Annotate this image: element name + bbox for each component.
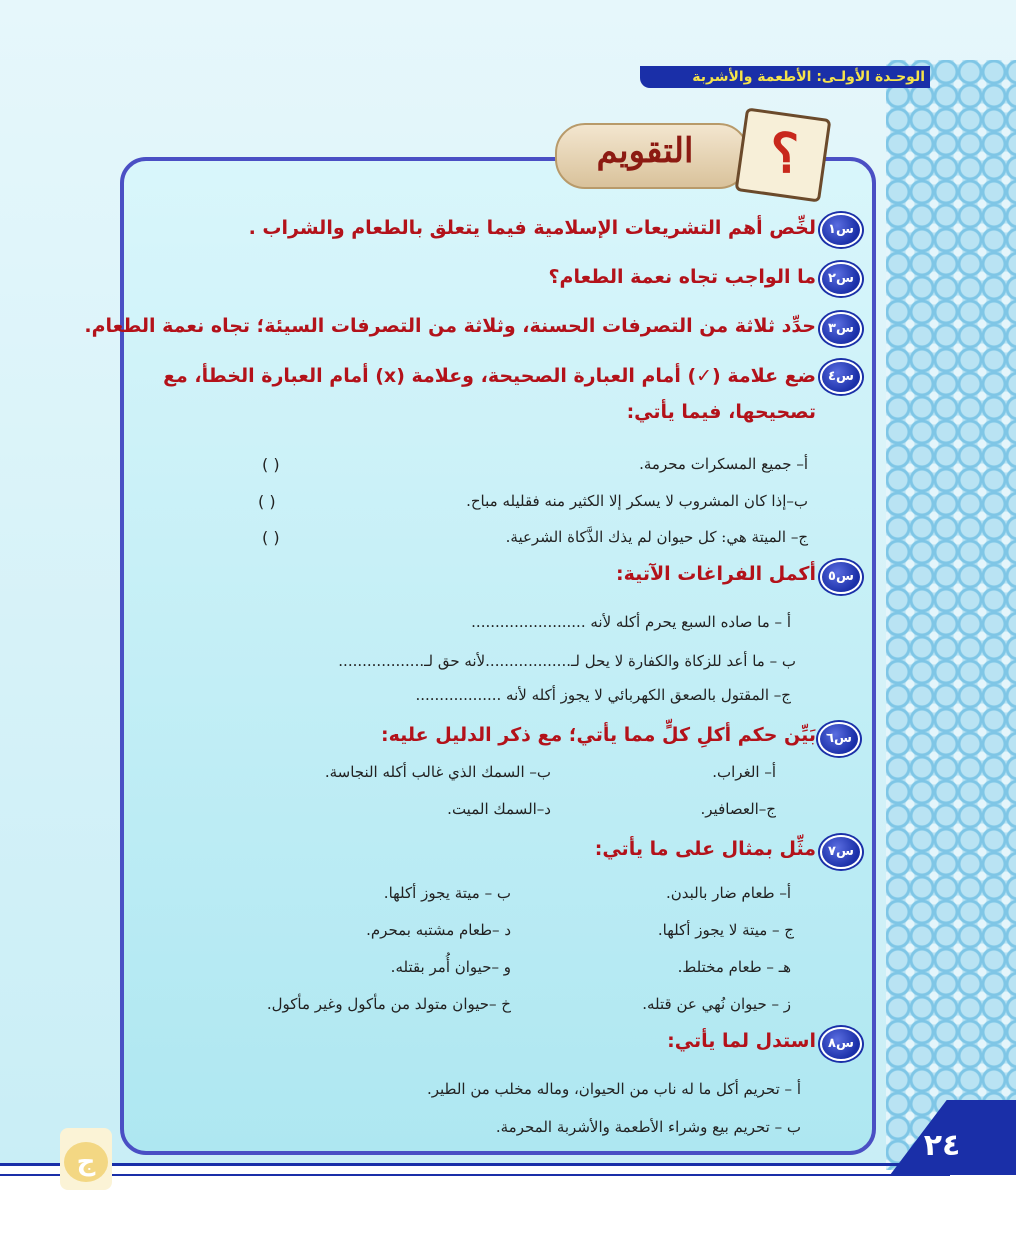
question-number-badge: س٣ — [820, 312, 862, 346]
question-number-badge: س٤ — [820, 360, 862, 394]
q7-item: ز – حيوان نُهي عن قتله. — [642, 995, 791, 1013]
question-mark-icon: ؟ — [770, 121, 800, 185]
question-2-text: ما الواجب تجاه نعمة الطعام؟ — [548, 266, 816, 288]
section-title-banner — [555, 113, 825, 193]
q7-item: أ– طعام ضار بالبدن. — [665, 884, 791, 902]
question-6-text: بَيِّن حكم أكلِ كلٍّ مما يأتي؛ مع ذكر الدليل عليه: — [381, 724, 816, 746]
q4-statement: ج– الميتة هي: كل حيوان لم يذك الذَّكاة الشرعية. — [505, 528, 808, 546]
q5-blank-item: ب – ما أعد للزكاة والكفارة لا يحل لـ..................لأنه حق لـ.................. — [338, 652, 796, 670]
q7-item: خ –حيوان متولد من مأكول وغير مأكول. — [266, 995, 511, 1013]
q6-item: أ– الغراب. — [712, 763, 776, 781]
question-8-text: استدل لما يأتي: — [667, 1030, 816, 1052]
q4-answer-box: ( ) — [262, 455, 280, 474]
question-7-text: مثِّل بمثال على ما يأتي: — [594, 838, 816, 860]
footer-rule — [0, 1163, 950, 1176]
question-3-text: حدِّد ثلاثة من التصرفات الحسنة، وثلاثة من التصرفات السيئة؛ تجاه نعمة الطعام. — [84, 315, 816, 337]
q5-blank-item: ج– المقتول بالصعق الكهربائي لا يجوز أكله لأنه .................. — [415, 686, 791, 704]
publisher-logo-icon: ج — [64, 1142, 108, 1182]
q4-answer-box: ( ) — [262, 528, 280, 547]
q7-item: ب – ميتة يجوز أكلها. — [383, 884, 511, 902]
question-1-text: لخِّص أهم التشريعات الإسلامية فيما يتعلق بالطعام والشراب . — [248, 217, 816, 239]
section-title: التقويم — [596, 131, 694, 171]
q6-item: ج–العصافير. — [700, 800, 776, 818]
question-number-badge: س٧ — [820, 835, 862, 869]
decorative-border-strip — [886, 60, 1016, 1170]
q5-blank-item: أ – ما صاده السبع يحرم أكله لأنه ........................ — [471, 613, 791, 631]
question-5-text: أكمل الفراغات الآتية: — [615, 563, 816, 585]
q4-statement: ب–إذا كان المشروب لا يسكر إلا الكثير منه فقليله مباح. — [466, 492, 808, 510]
q7-item: ج – ميتة لا يجوز أكلها. — [657, 921, 794, 939]
q4-answer-box: ( ) — [258, 492, 276, 511]
q6-item: د–السمك الميت. — [447, 800, 551, 818]
q8-item: أ – تحريم أكل ما له ناب من الحيوان، وماله مخلب من الطير. — [426, 1080, 801, 1098]
q6-item: ب– السمك الذي غالب أكله النجاسة. — [324, 763, 551, 781]
page-number: ٢٤ — [923, 1128, 961, 1163]
question-4-text: ضع علامة (✓) أمام العبارة الصحيحة، وعلامة (x) أمام العبارة الخطأ، مع تصحيحها، فيما يأتي: — [163, 365, 816, 423]
q7-item: د –طعام مشتبه بمحرم. — [366, 921, 511, 939]
q7-item: و –حيوان أُمر بقتله. — [390, 958, 511, 976]
question-number-badge: س١ — [820, 213, 862, 247]
question-number-badge: س٦ — [818, 722, 860, 756]
question-number-badge: س٢ — [820, 262, 862, 296]
question-number-badge: س٨ — [820, 1027, 862, 1061]
q8-item: ب – تحريم بيع وشراء الأطعمة والأشربة المحرمة. — [495, 1118, 801, 1136]
q7-item: هـ – طعام مختلط. — [677, 958, 791, 976]
q4-statement: أ– جميع المسكرات محرمة. — [639, 455, 808, 473]
unit-title: الوحـدة الأولـى: الأطعمة والأشربة — [692, 69, 925, 85]
question-number-badge: س٥ — [820, 560, 862, 594]
